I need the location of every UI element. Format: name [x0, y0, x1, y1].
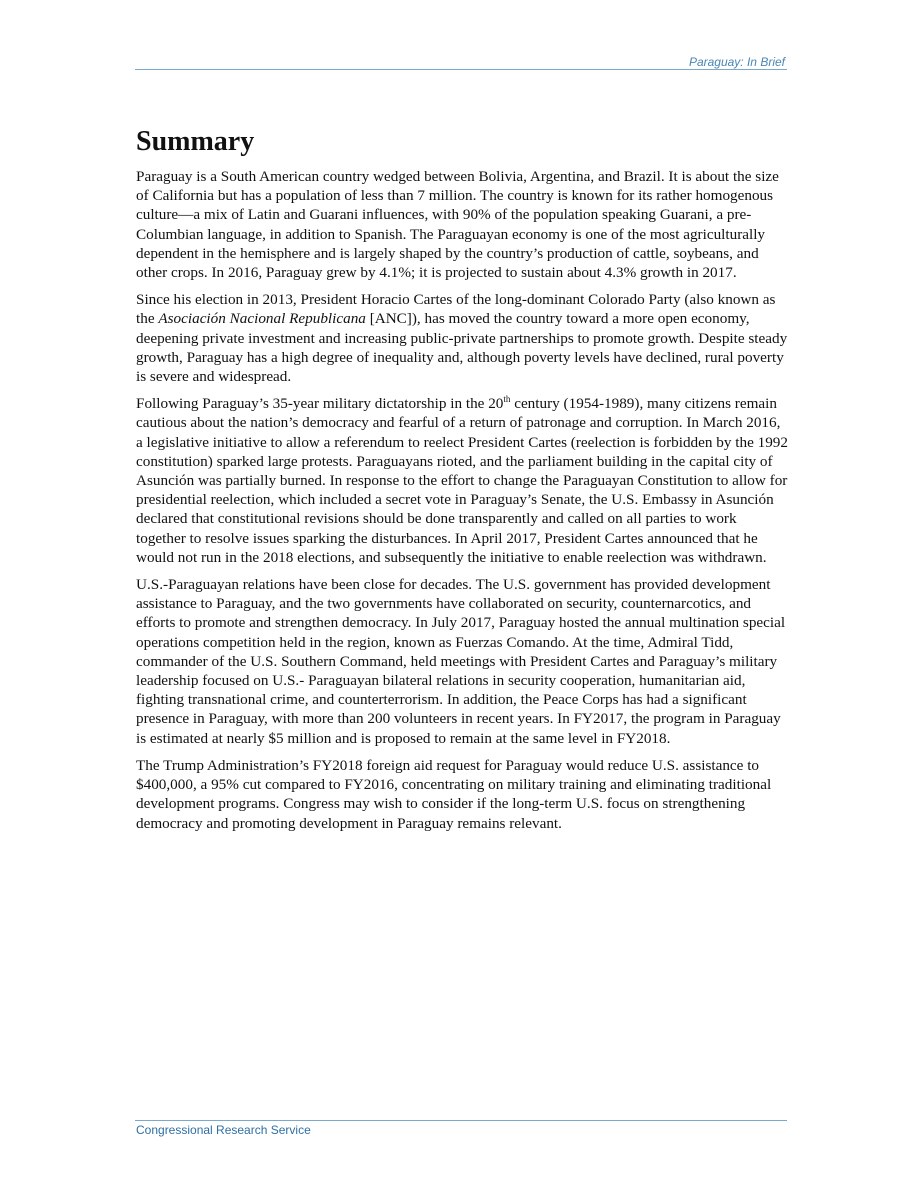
header-divider	[135, 69, 787, 70]
ordinal-superscript: th	[503, 394, 511, 405]
summary-body	[136, 167, 788, 841]
paragraph-overview: Paraguay is a South American country wedged between Bolivia, Argentina, and Brazil. It is about the size of California but has a population of less than 7 million. The country is known for its rather homogenous culture—a mix of Latin and Guarani influences, with 90% of the population speaking Guarani, a pre-Columbian language, in addition to Spanish. The Paraguayan economy is one of the most agriculturally dependent in the hemisphere and is largely shaped by the country’s production of cattle, soybeans, and other crops. In 2016, Paraguay grew by 4.1%; it is projected to sustain about 4.3% growth in 2017.	[136, 168, 779, 282]
party-name-italic: Asociación Nacional Republicana	[158, 310, 366, 328]
section-title: Summary	[136, 126, 255, 157]
paragraph-relations: U.S.-Paraguayan relations have been close for decades. The U.S. government has provided development assistance to Paraguay, and the two governments have collaborated on security, counternarcotics, and efforts to promote and strengthen democracy. In July 2017, Paraguay hosted the annual multination special operations competition held in the region, known as Fuerzas Comando. At the time, Admiral Tidd, commander of the U.S. Southern Command, held meetings with President Cartes and Paraguay’s military leadership focused on U.S.- Paraguayan bilateral relations in security cooperation, humanitarian aid, fighting transnational crime, and counterterrorism. In addition, the Peace Corps has had a significant presence in Paraguay, with more than 200 volunteers in recent years. In FY2017, the program in Paraguay is estimated at nearly $5 million and is proposed to remain at the same level in FY2018.	[136, 576, 786, 747]
paragraph-democracy	[136, 394, 788, 567]
paragraph-aid-request: The Trump Administration’s FY2018 foreign aid request for Paraguay would reduce U.S. assistance to $400,000, a 95% cut compared to FY2016, concentrating on military training and eliminating traditional development programs. Congress may wish to consider if the long-term U.S. focus on strengthening democracy and promoting development in Paraguay remains relevant.	[136, 756, 772, 832]
paragraph-cartes-text-b: [ANC]), has moved the country toward a more open economy, deepening private investment and increasing public-private partnerships to promote growth. Despite steady growth, Paraguay has a high degree of inequality and, although poverty levels have declined, rural poverty is severe and widespread.	[136, 310, 788, 386]
paragraph-cartes	[136, 290, 788, 386]
paragraph-cartes-text-a: Since his election in 2013, President Horacio Cartes of the long-dominant Colorado Party (also known as the	[136, 291, 776, 328]
footer-divider	[135, 1120, 787, 1121]
paragraph-democracy-text-b: century (1954-1989), many citizens remain cautious about the nation’s democracy and fearful of a return of patronage and corruption. In March 2016, a legislative initiative to allow a referendum to reelect President Cartes (reelection is forbidden by the 1992 constitution) sparked large protests. Paraguayans rioted, and the parliament building in the capital city of Asunción was partially burned. In response to the effort to change the Paraguayan Constitution to allow for presidential reelection, which included a secret vote in Paraguay’s Senate, the U.S. Embassy in Asunción declared that constitutional revisions should be done transparently and called on all parties to work together to resolve issues sparking the disturbances. In April 2017, President Cartes announced that he would not run in the 2018 elections, and subsequently the initiative to enable reelection was withdrawn.	[136, 395, 788, 566]
footer-organization: Congressional Research Service	[136, 1123, 311, 1137]
running-header: Paraguay: In Brief	[688, 55, 785, 69]
paragraph-democracy-text-a: Following Paraguay’s 35-year military dictatorship in the 20	[136, 395, 504, 413]
